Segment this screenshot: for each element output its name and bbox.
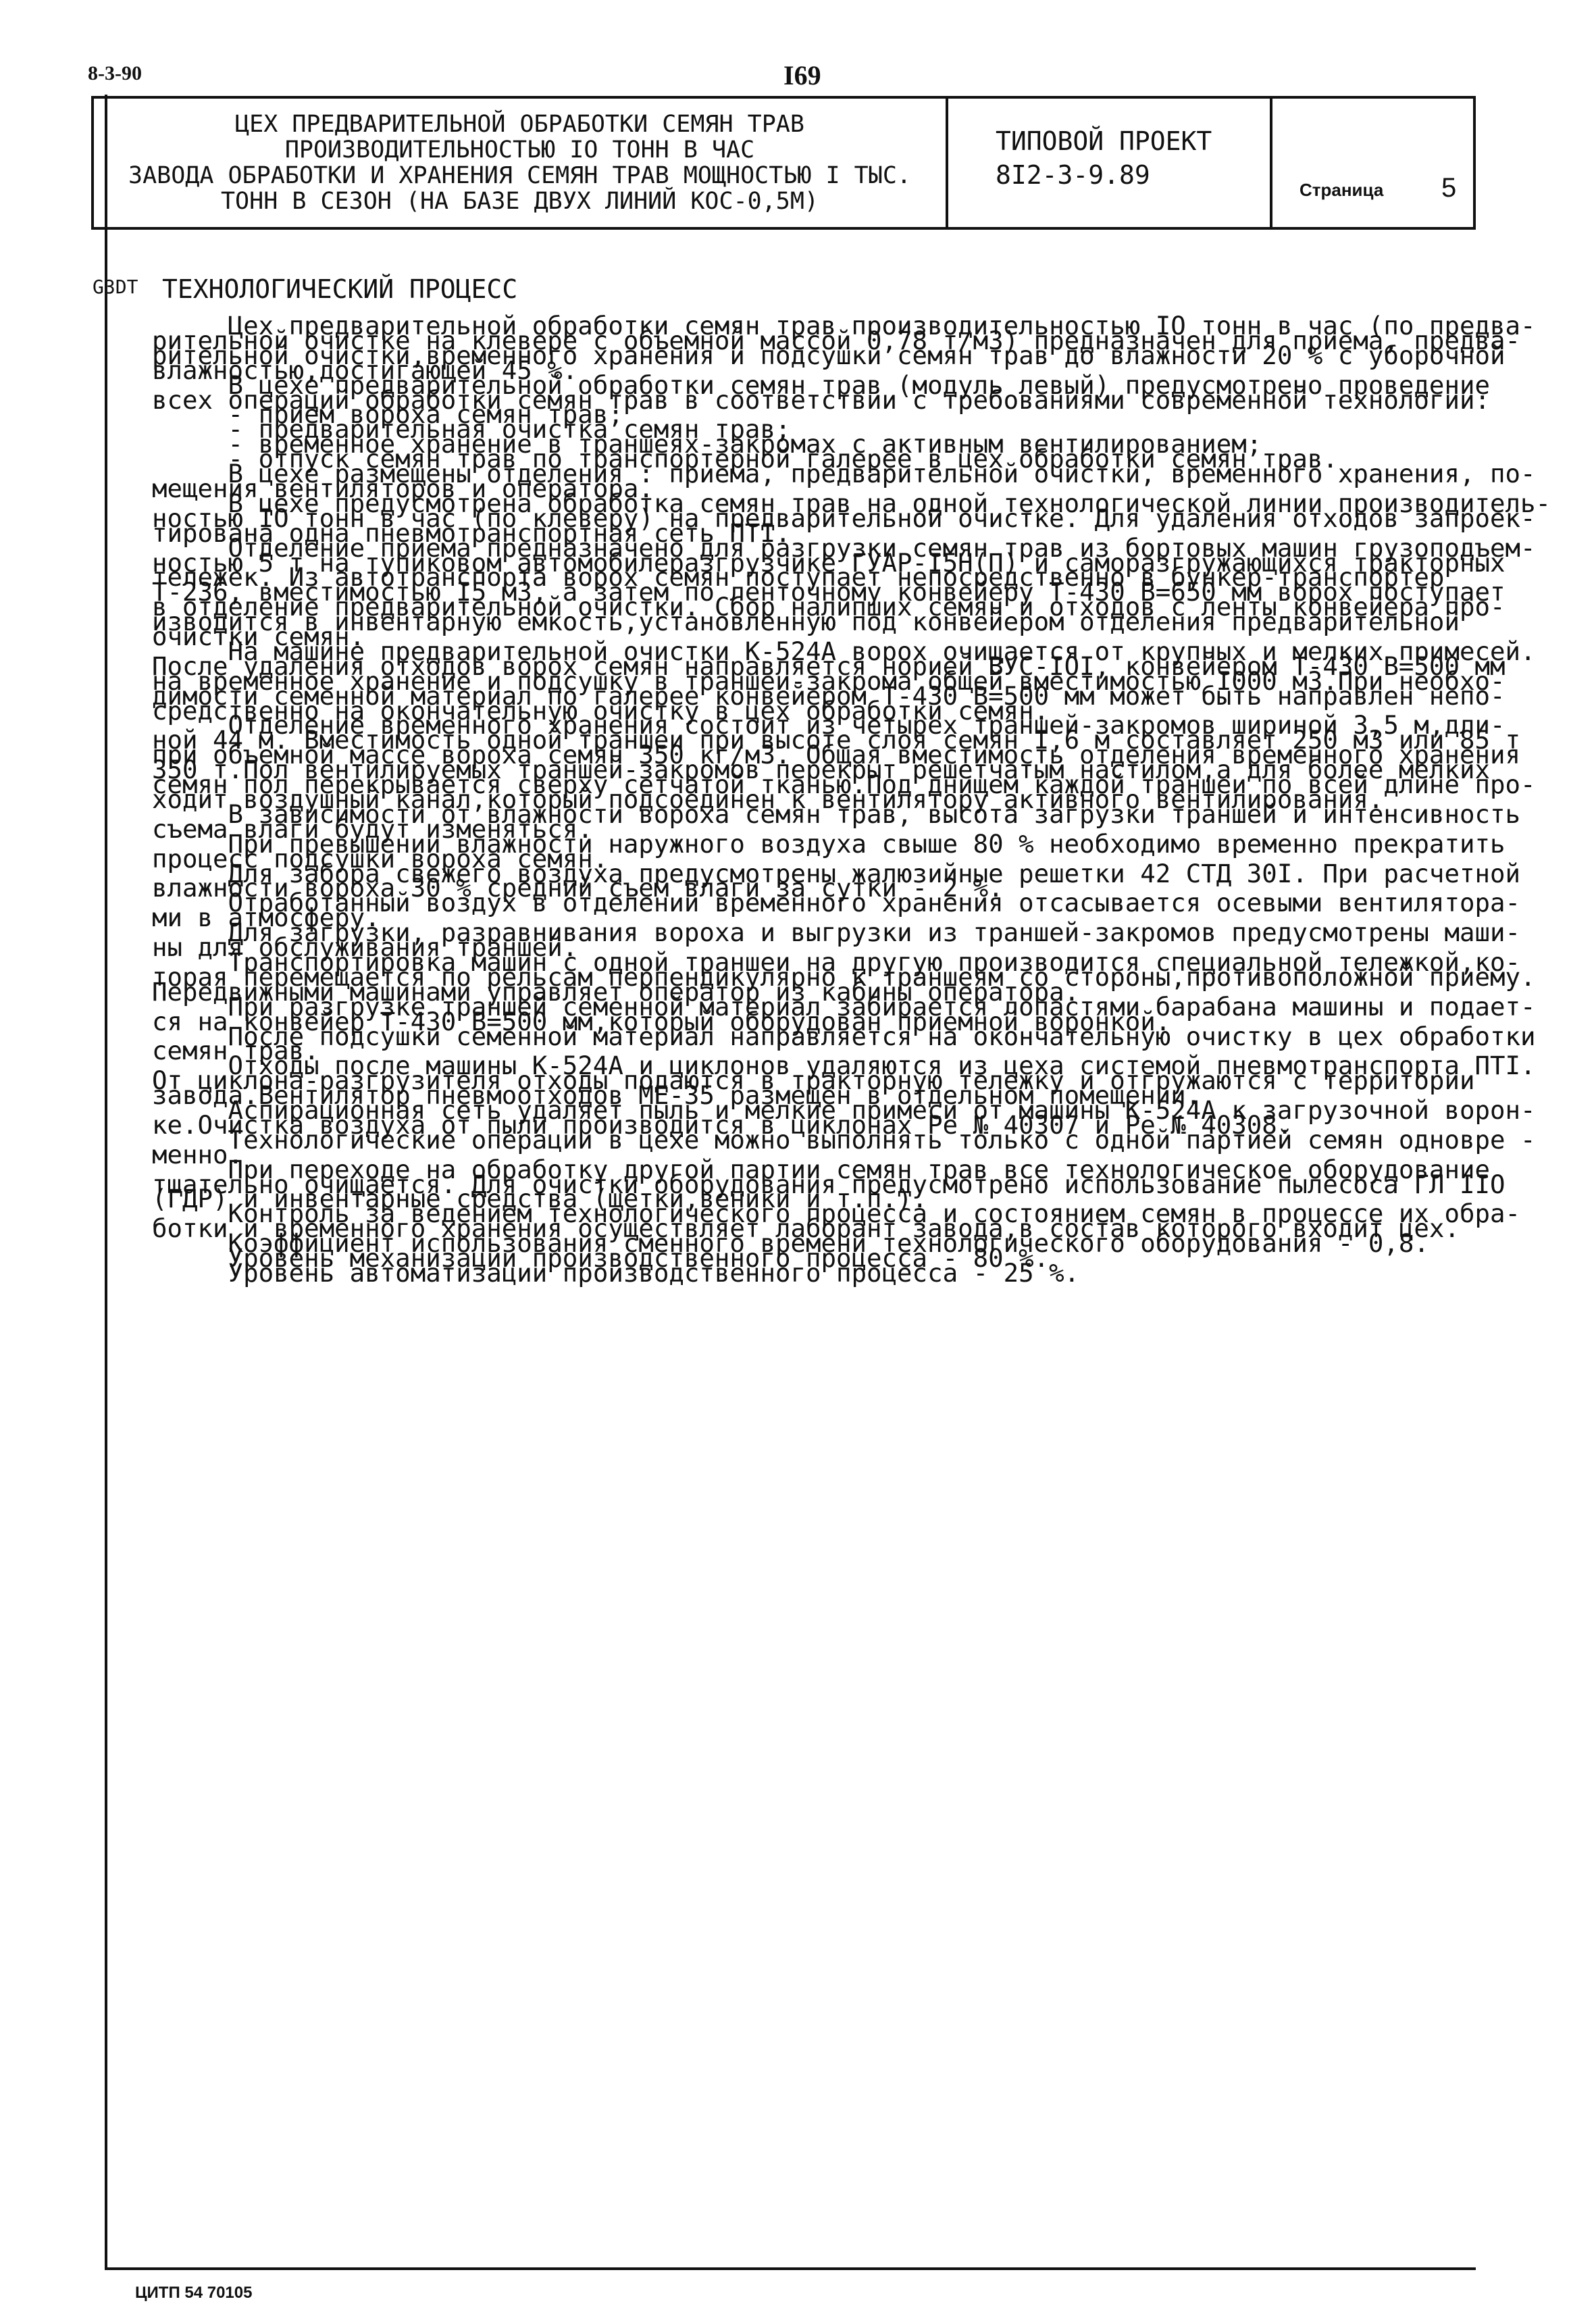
project-cell xyxy=(948,99,1272,227)
title-line-3: ЗАВОДА ОБРАБОТКИ И ХРАНЕНИЯ СЕМЯН ТРАВ МОЩНОСТЬЮ I ТЫС. xyxy=(128,162,911,189)
section-title: ТЕХНОЛОГИЧЕСКИЙ ПРОЦЕСС xyxy=(162,274,518,304)
title-block xyxy=(91,96,1476,230)
page-label: Страница xyxy=(1299,180,1384,200)
page-cell xyxy=(1272,99,1473,227)
title-cell xyxy=(94,99,948,227)
sheet-number: I69 xyxy=(783,60,821,91)
page-number: 5 xyxy=(1441,173,1457,203)
project-number: 8I2-3-9.89 xyxy=(996,160,1150,190)
document-code: 8-3-90 xyxy=(88,62,142,84)
title-line-2: ПРОИЗВОДИТЕЛЬНОСТЬЮ IO ТОНН В ЧАС xyxy=(284,136,755,164)
printer-imprint: ЦИТП 54 70105 xyxy=(135,2284,253,2302)
section-code: G3DT xyxy=(93,276,138,298)
body-text: Цех предварительной обработки семян трав производительностью IO тонн в час (по предва- рительной очистке на клевере с объемной массой 0,78 т/м3) предназначен для приема, предва- рительной очистки,временного хранения и подсушки семян трав до влажности 20 % с уборочной влажностью,достигающей 45 %. В цехе предварительной обработки семян трав (модуль левый) предусмотрено проведение всех операций обработки семян трав в соответствии с требованиями современной технологии: - прием вороха семян трав; - предварительная очистка семян трав; - временное хранение в траншеях-закромах с активным вентилированием; - отпуск семян трав по транспортерной галерее в цех обработки семян трав. В цехе размещены отделения : приема, предварительной очистки, временного хранения, по- мещения вентиляторов и оператора. В цехе предусмотрена обработка семян трав на одной технологической линии производитель- ностью IO тонн в час (по клеверу) на предварительной очистке. Для удаления отходов запроек- тирована одна пневмотранспортная сеть ПТI. Отделение приема предназначено для разгрузки семян трав из бортовых машин грузоподъем- ностью 5 т на тупиковом автомобилеразгрузчике ГУАР-I5Н(П) и саморазгружающихся тракторных тележек. Из автотранспорта ворох семян поступает непосредственно в бункер-транспортер Т-236, вместимостью I5 м3, а затем по ленточному конвейеру Т-430 В=650 мм ворох поступает в отделение предварительной очистки. Сбор налипших семян и отходов с ленты конвейера про- изводится в инвентарную емкость,установленную под конвейером отделения предварительной очистки семян. На машине предварительной очистки К-524А ворох очищается от крупных и мелких примесей. После удаления отходов ворох семян направляется норией ВУС-IOI, конвейером Т-430 В=500 мм на временное хранение и подсушку в траншеи-закрома общей вместимостью I000 м3.При необхо- димости семенной материал по галерее конвейером Т-430 В=500 мм может быть направлен непо- средственно на окончательную очистку в цех обработки семян. Отделение временного хранения состоит из четырех траншей-закромов шириной 3,5 м,дли- ной 44 м. Вместимость одной траншеи при высоте слоя семян I,6 м составляет 250 м3 или 85 т при объемной массе вороха семян 350 кг/м3. Общая вместимость отделения временного хранения 350 т.Пол вентилируемых траншей-закромов перекрыт решетчатым настилом,а для более мелких семян пол перекрывается сверху сетчатой тканью.Под днищем каждой траншеи по всей длине про- ходит воздушный канал,который подсоединен к вентилятору активного вентилирования. В зависимости от влажности вороха семян трав, высота загрузки траншей и интенсивность съема влаги будут изменяться. При превышении влажности наружного воздуха свыше 80 % необходимо временно прекратить процесс подсушки вороха семян. Для забора свежего воздуха предусмотрены жалюзийные решетки 42 СТД 30I. При расчетной влажности вороха 30 % средний съем влаги за сутки - 2 %. Отработанный воздух в отделении временного хранения отсасывается осевыми вентилятора- ми в атмосферу. Для загрузки, разравнивания вороха и выгрузки из траншей-закромов предусмотрены маши- ны для обслуживания траншей. Транспортировка машин с одной траншеи на другую производится специальной тележкой,ко- торая перемещается по рельсам перпендикулярно к траншеям со стороны,противоположной приему. Передвижными машинами управляет оператор из кабины оператора. При разгрузке траншей семенной материал забирается лопастями барабана машины и подает- ся на конвейер Т-430 В=500 мм,который оборудован приемной воронкой. После подсушки семенной материал направляется на окончательную очистку в цех обработки семян трав. Отходы после машины К-524А и циклонов удаляются из цеха системой пневмотранспорта ПТI. От циклона-разгрузителя отходы подаются в тракторную тележку и отгружаются с территории завода.Вентилятор пневмоотходов МЕ-35 размещен в отдельном помещении. Аспирационная сеть удаляет пыль и мелкие примеси от машины К-524А к загрузочной ворон- ке.Очистка воздуха от пыли производится в циклонах Ре № 40307 и Ре № 40308. Технологические операции в цехе можно выполнять только с одной партией семян одновре - менно. При переходе на обработку другой партии семян трав все технологическое оборудование тщательно очищается. Для очистки оборудования предусмотрено использование пылесоса ГЛ IIO (ГДР) и инвентарные средства (щетки,веники и т.п.). Контроль за ведением технологического процесса и состоянием семян в процессе их обра- ботки и временного хранения осуществляет лаборант завода,в состав которого входит цех. Коэффициент использования сменного времени технологического оборудования - 0,8. Уровень механизации производственного процесса - 80 %. Уровень автоматизации производственного процесса - 25 %. xyxy=(152,311,1551,1288)
title-line-4: ТОНН В СЕЗОН (НА БАЗЕ ДВУХ ЛИНИЙ КОС-0,5М) xyxy=(220,188,819,215)
title-line-1: ЦЕХ ПРЕДВАРИТЕЛЬНОЙ ОБРАБОТКИ СЕМЯН ТРАВ xyxy=(235,111,804,138)
project-label: ТИПОВОЙ ПРОЕКТ xyxy=(996,126,1212,156)
